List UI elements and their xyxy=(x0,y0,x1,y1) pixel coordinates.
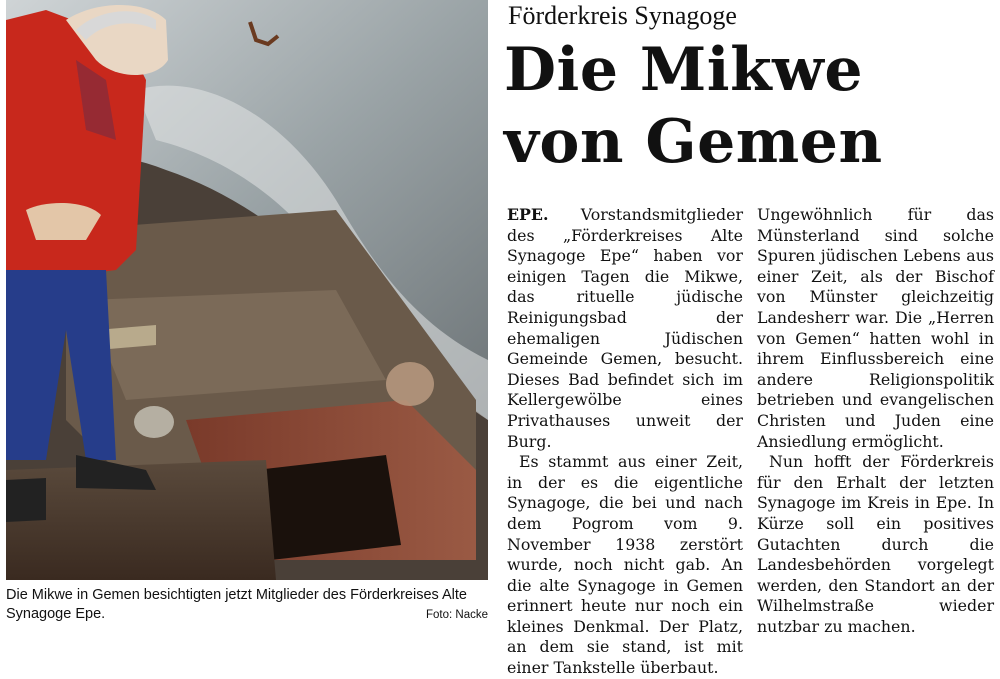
dateline: EPE. xyxy=(507,205,549,224)
headline-line-1: Die Mikwe xyxy=(504,35,863,105)
article-column-2 xyxy=(757,205,994,637)
caption-text: Die Mikwe in Gemen besichtigten jetzt Mitglieder des Förderkreises Alte Synagoge Epe. xyxy=(6,587,467,622)
kicker: Förderkreis Synagoge xyxy=(508,1,737,30)
photo-credit: Foto: Nacke xyxy=(426,609,488,621)
mikwe-photo xyxy=(6,0,488,580)
paragraph-text: Vorstandsmitglieder des „Förderkreises Alte Synagoge Epe“ haben vor einigen Tagen die Mikwe, das rituelle jüdische Reinigungsbad der ehemaligen Jüdischen Gemeinde Gemen, besucht. Dieses Bad befindet sich im Kellergewölbe eines Privathauses unweit der Burg. xyxy=(507,205,743,451)
paragraph: Nun hofft der Förderkreis für den Erhalt der letzten Synagoge im Kreis in Epe. In Kürze soll ein positives Gutachten durch die Landesbehörden vorgelegt werden, den Standort an der Wilhelmstraße wieder nutzbar zu machen. xyxy=(757,452,994,636)
paragraph: Ungewöhnlich für das Münsterland sind solche Spuren jüdischen Lebens aus einer Zeit, als der Bischof von Münster gleichzeitig Landesherr war. Die „Herren von Gemen“ hatten wohl in ihrem Einflussbereich eine andere Religionspolitik betrieben und evangelischen Christen und Juden eine Ansiedlung ermöglicht. xyxy=(757,205,994,451)
paragraph xyxy=(507,205,743,452)
headline xyxy=(504,34,883,178)
paragraph: Es stammt aus einer Zeit, in der es die eigentliche Synagoge, die bei und nach dem Pogrom vom 9. November 1938 zerstört wurde, noch nicht gab. An die alte Synagoge in Gemen erinnert heute nur noch ein kleines Denkmal. Der Platz, an dem sie stand, ist mit einer Tankstelle überbaut. xyxy=(507,452,743,678)
article-column-1 xyxy=(507,205,743,679)
photo-caption xyxy=(6,586,488,624)
headline-line-2: von Gemen xyxy=(504,107,883,177)
